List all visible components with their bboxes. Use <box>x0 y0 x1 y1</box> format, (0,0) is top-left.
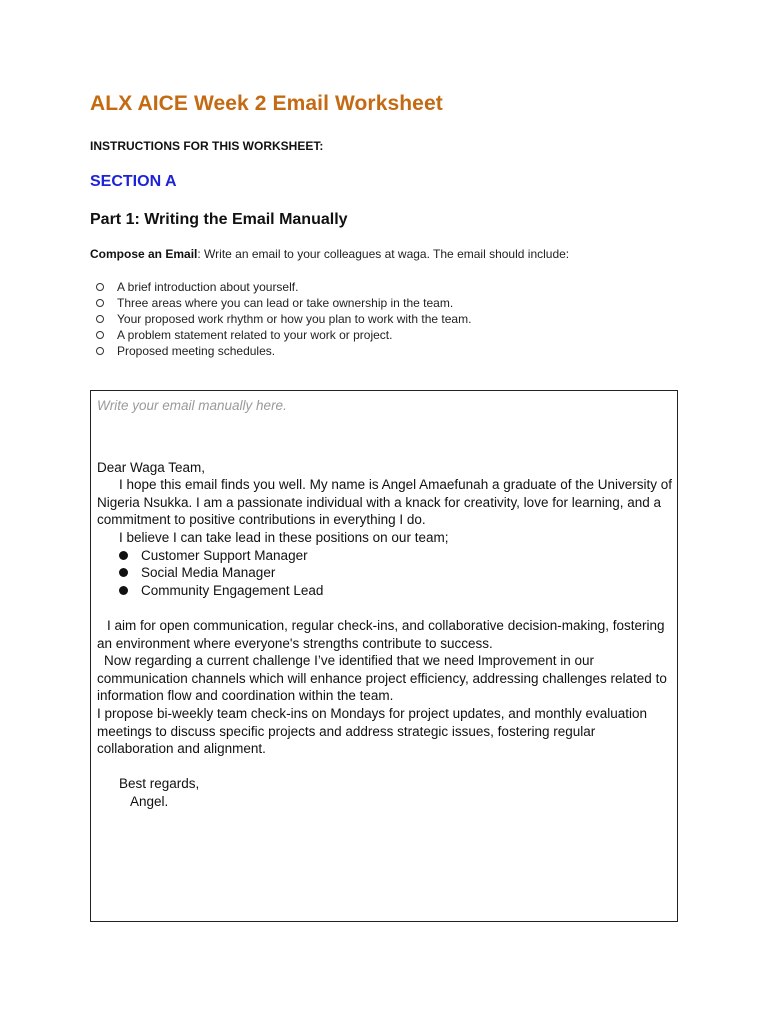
requirement-text: Proposed meeting schedules. <box>117 344 276 358</box>
requirements-list <box>96 279 471 359</box>
email-intro <box>97 476 673 529</box>
bullet-icon <box>119 586 128 595</box>
bullet-icon <box>119 568 128 577</box>
instructions-heading: INSTRUCTIONS FOR THIS WORKSHEET: <box>90 139 324 153</box>
compose-label: Compose an Email <box>90 247 198 261</box>
email-placeholder: Write your email manually here. <box>97 398 287 413</box>
list-item <box>96 295 471 311</box>
circle-bullet-icon <box>96 283 104 291</box>
requirement-text: A brief introduction about yourself. <box>117 280 299 294</box>
role-text: Community Engagement Lead <box>141 582 324 598</box>
email-challenge <box>97 652 673 705</box>
list-item <box>96 343 471 359</box>
email-content <box>97 397 673 810</box>
part-heading: Part 1: Writing the Email Manually <box>90 211 348 228</box>
email-intro-text: I hope this email finds you well. My name is Angel Amaefunah a graduate of the University of Nigeria Nsukka. I am a passionate individual with a knack for creativity, love for learning, and a commitment to positive contributions in everything I do. <box>97 477 673 528</box>
spacer <box>97 758 673 776</box>
email-text-area[interactable] <box>90 390 678 922</box>
worksheet-title: ALX AICE Week 2 Email Worksheet <box>90 92 443 115</box>
role-text: Social Media Manager <box>141 565 276 581</box>
list-item <box>96 311 471 327</box>
list-item <box>119 547 673 565</box>
requirement-text: Three areas where you can lead or take ownership in the team. <box>117 296 454 310</box>
role-text: Customer Support Manager <box>141 547 308 563</box>
list-item <box>119 582 673 600</box>
email-closing: Best regards, <box>119 776 200 792</box>
email-challenge-text: Now regarding a current challenge I’ve identified that we need Improvement in our communication channels which will enhance project efficiency, addressing challenges related to information flow and coordination within the team. <box>97 653 667 704</box>
compose-text: : Write an email to your colleagues at waga. The email should include: <box>197 247 570 261</box>
roles-list <box>97 547 673 600</box>
email-lead-intro: I believe I can take lead in these positions on our team; <box>119 529 449 545</box>
requirement-text: A problem statement related to your work or project. <box>117 328 393 342</box>
email-greeting: Dear Waga Team, <box>97 459 206 475</box>
email-rhythm <box>97 617 673 652</box>
list-item <box>119 564 673 582</box>
email-meetings: I propose bi-weekly team check-ins on Mondays for project updates, and monthly evaluation meetings to discuss specific projects and address strategic issues, fostering regular collaboration and alignment. <box>97 705 648 757</box>
circle-bullet-icon <box>96 315 104 323</box>
spacer <box>97 599 673 617</box>
requirement-text: Your proposed work rhythm or how you plan to work with the team. <box>117 312 472 326</box>
list-item <box>96 279 471 295</box>
spacer <box>97 415 673 459</box>
circle-bullet-icon <box>96 331 104 339</box>
list-item <box>96 327 471 343</box>
circle-bullet-icon <box>96 299 104 307</box>
email-signature: Angel. <box>130 793 169 809</box>
email-rhythm-text: I aim for open communication, regular check-ins, and collaborative decision-making, fostering an environment where everyone's strengths contribute to success. <box>97 617 665 651</box>
circle-bullet-icon <box>96 347 104 355</box>
bullet-icon <box>119 551 128 560</box>
section-label: SECTION A <box>90 173 177 190</box>
compose-instruction <box>90 247 569 261</box>
